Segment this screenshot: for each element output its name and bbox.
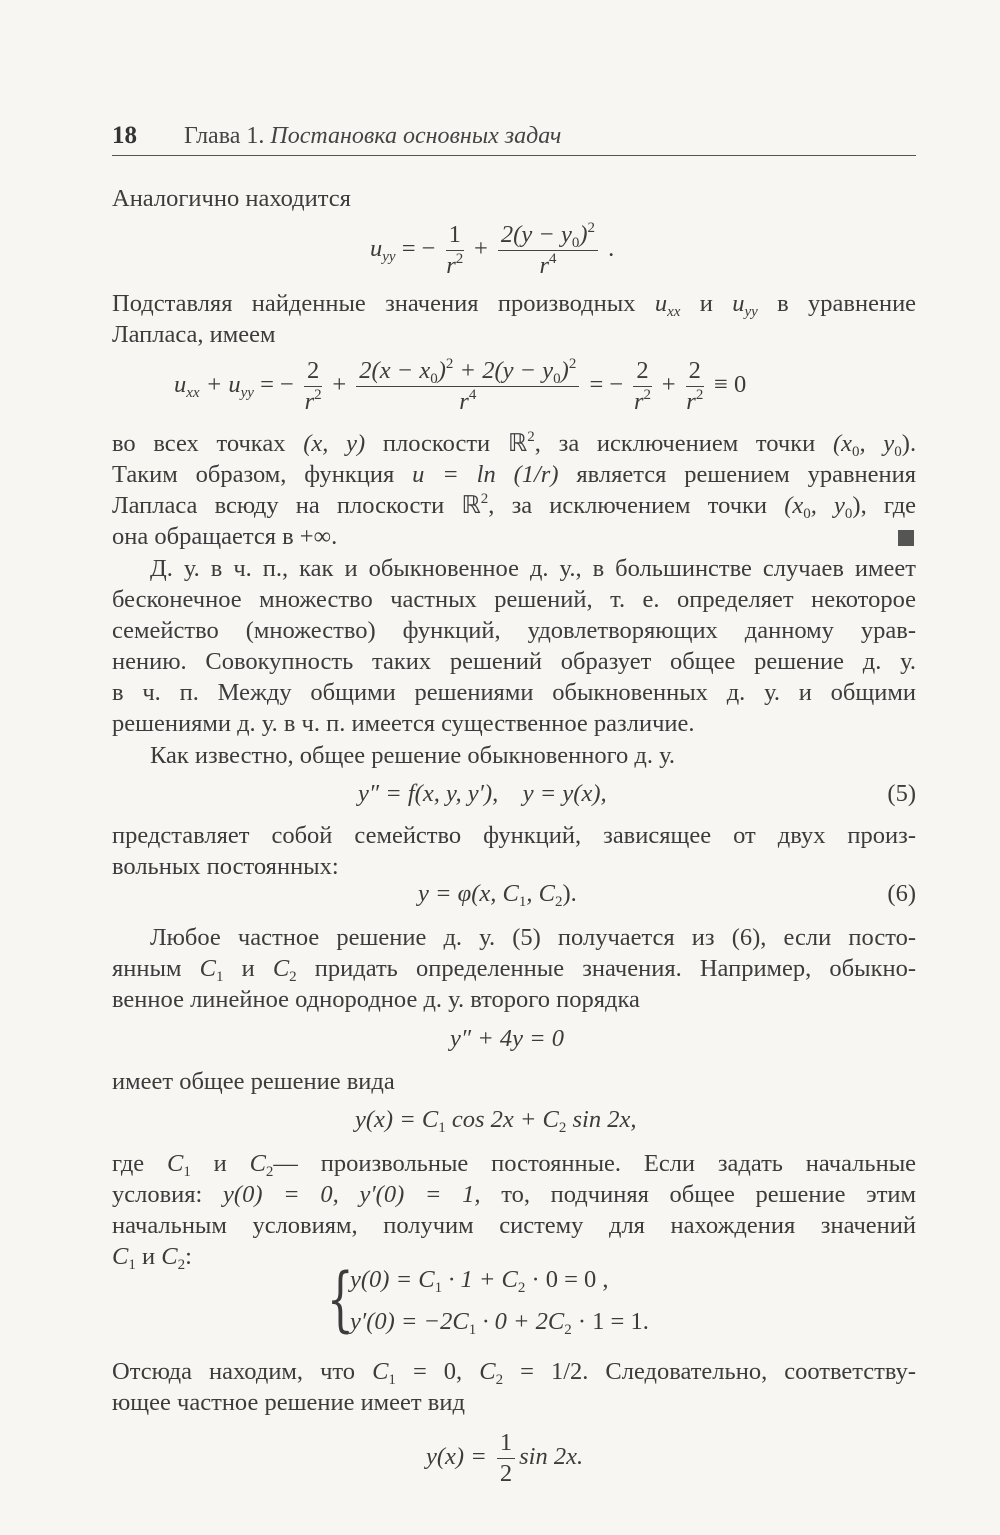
math-text: ).	[901, 430, 917, 457]
text-span: :	[185, 1243, 192, 1270]
math-text: cos 2x + C	[451, 1106, 559, 1133]
math-text: (x	[833, 430, 853, 457]
math-inline	[654, 290, 681, 320]
math-text: ).	[562, 880, 577, 907]
math-symbol: ℝ	[461, 492, 481, 519]
fraction-denominator	[498, 251, 598, 279]
math-symbol: ℝ	[507, 430, 528, 457]
math-inline: (x, y)	[303, 430, 366, 457]
text-line: бесконечное множество частных решений, т. е. определяет некоторое	[112, 586, 916, 613]
math-symbol: r	[633, 388, 644, 415]
math-text: + u	[205, 371, 241, 399]
text-span: Таким образом, функция	[112, 461, 395, 488]
fraction	[686, 358, 704, 415]
math-inline: y′(0) = 1,	[359, 1181, 481, 1208]
math-inline	[372, 1358, 396, 1388]
math-sup: 2	[568, 356, 577, 372]
equation-laplace	[174, 358, 746, 415]
math-sub: 1	[434, 1280, 443, 1296]
text-span: , за исключением точки	[534, 430, 816, 457]
text-span: является решением уравнения	[576, 461, 917, 488]
math-sub: yy	[744, 304, 758, 320]
math-inline	[249, 1150, 274, 1180]
equation-number-6: (6)	[887, 880, 916, 907]
math-inline	[508, 430, 535, 457]
math-symbol: C	[479, 1358, 496, 1385]
text-span: придать определенные значения. Например, обыкно-	[314, 955, 917, 982]
math-sub: 2	[495, 1372, 504, 1388]
paragraph-10	[112, 1356, 916, 1418]
math-sup: 2	[445, 356, 454, 372]
math-text: y = y(x),	[522, 780, 607, 807]
page-number: 18	[112, 122, 137, 149]
paragraph-4	[112, 553, 916, 739]
fraction-denominator	[446, 251, 464, 279]
text-line: в ч. п. Между общими решениями обыкновенных д. у. и общими	[112, 679, 916, 706]
fraction-denominator	[356, 387, 579, 415]
math-text: · 0 = 0 ,	[531, 1266, 609, 1293]
paragraph-6	[112, 820, 916, 882]
math-symbol: C	[272, 955, 290, 982]
math-sup: 2	[587, 220, 596, 236]
math-sub: 1	[128, 1257, 136, 1273]
math-symbol: r	[446, 252, 456, 279]
math-text: , y	[810, 492, 845, 519]
text-span: Подставляя найденные значения производных	[112, 290, 636, 317]
equation-6	[418, 880, 577, 908]
math-text: y = φ(x, C	[418, 880, 519, 907]
fraction	[498, 222, 598, 279]
text-line: Аналогично находится	[112, 185, 351, 212]
math-sub: 0	[894, 444, 902, 460]
math-symbol: C	[112, 1243, 129, 1270]
math-operator: = −	[260, 371, 294, 399]
text-line	[112, 428, 916, 459]
text-line	[112, 459, 916, 490]
math-sub: 0	[803, 506, 811, 522]
math-sub: 0	[852, 444, 860, 460]
math-sup: 2	[314, 387, 322, 403]
text-line	[112, 1356, 916, 1387]
paragraph-7	[112, 922, 916, 1015]
math-text: 2(y − y	[500, 221, 572, 248]
text-span: где	[883, 492, 917, 519]
math-text: · 0 + 2C	[482, 1308, 565, 1335]
math-sup: 2	[643, 387, 651, 403]
equation-general-solution	[355, 1106, 636, 1134]
math-symbol: u	[732, 290, 745, 317]
math-sub: 1	[215, 969, 224, 985]
fraction-numerator: 2	[304, 358, 322, 387]
fraction-numerator	[356, 358, 579, 387]
math-symbol: r	[686, 388, 696, 415]
math-symbol: r	[459, 388, 469, 415]
fraction-denominator: 2	[499, 1460, 513, 1487]
math-sup: 2	[480, 491, 489, 507]
math-symbol: C	[166, 1150, 184, 1177]
text-span: она обращается в	[112, 523, 294, 550]
math-text: )	[579, 221, 588, 248]
text-span: янным	[112, 955, 182, 982]
fraction	[356, 358, 579, 415]
math-sub: 2	[558, 1120, 567, 1136]
math-symbol: C	[199, 955, 216, 982]
math-operator: .	[608, 235, 615, 263]
text-span: условия:	[112, 1181, 203, 1208]
math-symbol: r	[539, 252, 549, 279]
math-operator: +	[332, 371, 347, 399]
text-line: Д. у. в ч. п., как и обыкновенное д. у., в большинстве случаев имеет	[150, 555, 916, 582]
math-text: y″ = f(x, y, y′),	[358, 780, 499, 807]
math-text: , C	[526, 880, 555, 907]
math-text: · 1 = 1.	[577, 1308, 649, 1335]
equation-number-5: (5)	[887, 780, 916, 807]
equation-particular-solution	[426, 1430, 583, 1487]
math-sub: 1	[468, 1322, 477, 1338]
fraction	[304, 358, 322, 415]
math-text: 2(x − x	[359, 357, 431, 384]
math-inline: = 1/2.	[520, 1358, 589, 1385]
text-line	[112, 521, 916, 552]
math-sub: 2	[265, 1164, 274, 1180]
math-symbol: r	[304, 388, 315, 415]
math-sub: 1	[388, 1372, 396, 1388]
fraction	[497, 1430, 515, 1487]
math-sub: 2	[554, 894, 563, 910]
math-text: , y	[859, 430, 895, 457]
math-sub: 0	[571, 235, 580, 251]
text-line: венное линейное однородное д. у. второго порядка	[112, 986, 640, 1013]
math-inline: = ln (1/r)	[442, 461, 559, 488]
text-span: , за исключением точки	[488, 492, 768, 519]
math-text: )	[437, 357, 446, 384]
math-sub: yy	[382, 249, 396, 266]
fraction-numerator: 2	[686, 358, 704, 387]
math-sup: 2	[527, 429, 535, 445]
text-span: Следовательно, соответству-	[605, 1358, 917, 1385]
math-sub: 2	[177, 1257, 186, 1273]
fraction-numerator: 1	[446, 222, 464, 251]
math-inline	[166, 1150, 191, 1180]
text-span: Лапласа всюду на плоскости	[112, 492, 445, 519]
math-sub: 0	[553, 371, 561, 387]
math-text: y(x) =	[426, 1443, 487, 1471]
text-line	[112, 1148, 916, 1179]
math-sub: xx	[667, 304, 681, 320]
text-line: Как известно, общее решение обыкновенного д. у.	[150, 742, 676, 769]
math-sub: yy	[240, 385, 254, 402]
paragraph-3	[112, 428, 916, 552]
math-inline: u	[412, 461, 425, 488]
text-span: Отсюда находим, что	[112, 1358, 356, 1385]
text-line	[112, 288, 916, 319]
text-span: где	[112, 1150, 145, 1177]
math-symbol: u	[370, 235, 383, 263]
math-inline	[161, 1243, 186, 1273]
math-text: (x	[784, 492, 804, 519]
qed-square-icon	[898, 530, 914, 546]
math-inline	[833, 430, 917, 460]
text-span: в уравнение	[777, 290, 917, 317]
text-span: и	[241, 955, 255, 982]
text-line: семейство (множество) функций, удовлетворяющих данному урав-	[112, 617, 916, 644]
math-text: sin 2x.	[519, 1443, 584, 1471]
math-sub: 2	[517, 1280, 526, 1296]
math-text: · 1 + C	[448, 1266, 518, 1293]
text-span: и	[699, 290, 713, 317]
math-text: + 2(y − y	[459, 357, 554, 384]
text-line: вольных постоянных:	[112, 853, 339, 880]
math-sub: 1	[438, 1120, 446, 1136]
text-line: решениями д. у. в ч. п. имеется существенное различие.	[112, 710, 695, 737]
math-inline	[199, 955, 224, 985]
fraction-numerator	[498, 222, 598, 251]
math-symbol: C	[161, 1243, 178, 1270]
math-inline	[732, 290, 758, 320]
text-span: во всех точках	[112, 430, 286, 457]
math-inline	[112, 1243, 136, 1273]
paragraph-8	[112, 1066, 916, 1097]
text-line: начальным условиям, получим систему для нахождения значений	[112, 1212, 916, 1239]
math-text: ),	[852, 492, 867, 519]
equation-uyy	[370, 222, 614, 279]
equation-5	[358, 780, 607, 808]
chapter-label: Глава 1.	[184, 123, 265, 149]
math-sub: 2	[564, 1322, 572, 1338]
math-sub: 0	[844, 506, 853, 522]
fraction-numerator: 2	[633, 358, 651, 387]
math-text: y(x) = C	[355, 1106, 439, 1133]
math-text: y(0) = C	[350, 1266, 435, 1293]
math-sup: 2	[455, 251, 464, 267]
system-row-2	[350, 1308, 649, 1336]
text-span: и	[141, 1243, 156, 1270]
math-inline	[479, 1358, 504, 1388]
system-row-1	[350, 1266, 609, 1294]
math-sub: 0	[430, 371, 438, 387]
math-sub: 2	[289, 969, 297, 985]
math-symbol: u	[654, 290, 668, 317]
text-line: представляет собой семейство функций, зависящее от двух произ-	[112, 822, 916, 849]
text-span: то, подчиняя общее решение этим	[501, 1181, 917, 1208]
math-operator: = −	[589, 371, 624, 399]
chapter-title: Постановка основных задач	[270, 123, 562, 149]
math-sup: 4	[468, 387, 477, 403]
text-line	[112, 490, 916, 521]
text-line: нению. Совокупность таких решений образует общее решение д. у.	[112, 648, 916, 675]
text-span: плоскости	[382, 430, 491, 457]
paragraph-2	[112, 288, 916, 350]
text-line: ющее частное решение имеет вид	[112, 1389, 465, 1416]
fraction-numerator: 1	[497, 1430, 515, 1459]
text-line	[112, 953, 916, 984]
fraction	[446, 222, 464, 279]
math-symbol: u	[174, 371, 187, 399]
math-text: y′(0) = −2C	[350, 1308, 469, 1335]
math-text: sin 2x,	[572, 1106, 637, 1133]
math-inline	[461, 492, 488, 519]
text-span: и	[213, 1150, 227, 1177]
math-inline: y(0) = 0,	[223, 1181, 339, 1208]
math-operator: = −	[401, 235, 436, 263]
math-inline: = 0,	[412, 1358, 463, 1385]
math-symbol: C	[249, 1150, 266, 1177]
math-inline	[784, 492, 867, 522]
math-inline: +∞.	[299, 523, 338, 550]
math-operator: +	[661, 371, 676, 399]
text-line: Лапласа, имеем	[112, 321, 276, 348]
text-span: — произвольные постоянные. Если задать начальные	[273, 1150, 917, 1177]
left-brace-icon: {	[326, 1258, 354, 1340]
math-operator: ≡ 0	[714, 371, 747, 399]
fraction-denominator	[633, 387, 651, 415]
fraction-denominator	[304, 387, 322, 415]
math-sub: 1	[518, 894, 527, 910]
fraction-denominator	[686, 387, 704, 415]
math-inline	[272, 955, 297, 985]
math-symbol: C	[372, 1358, 389, 1385]
equation-ode: y″ + 4y = 0	[450, 1025, 565, 1052]
math-sub: xx	[186, 385, 200, 402]
text-line: Любое частное решение д. у. (5) получается из (6), если посто-	[150, 924, 916, 951]
chapter-heading	[184, 123, 561, 150]
fraction	[633, 358, 651, 415]
math-sub: 1	[183, 1164, 191, 1180]
text-line: имеет общее решение вида	[112, 1068, 395, 1095]
text-line	[112, 1179, 916, 1210]
paragraph-9	[112, 1148, 916, 1272]
math-sup: 4	[549, 251, 557, 267]
math-text: )	[560, 357, 569, 384]
paragraph-5	[112, 740, 916, 771]
running-header	[112, 120, 916, 156]
paragraph-1	[112, 183, 916, 214]
math-sup: 2	[695, 387, 704, 403]
math-operator: +	[473, 235, 488, 263]
